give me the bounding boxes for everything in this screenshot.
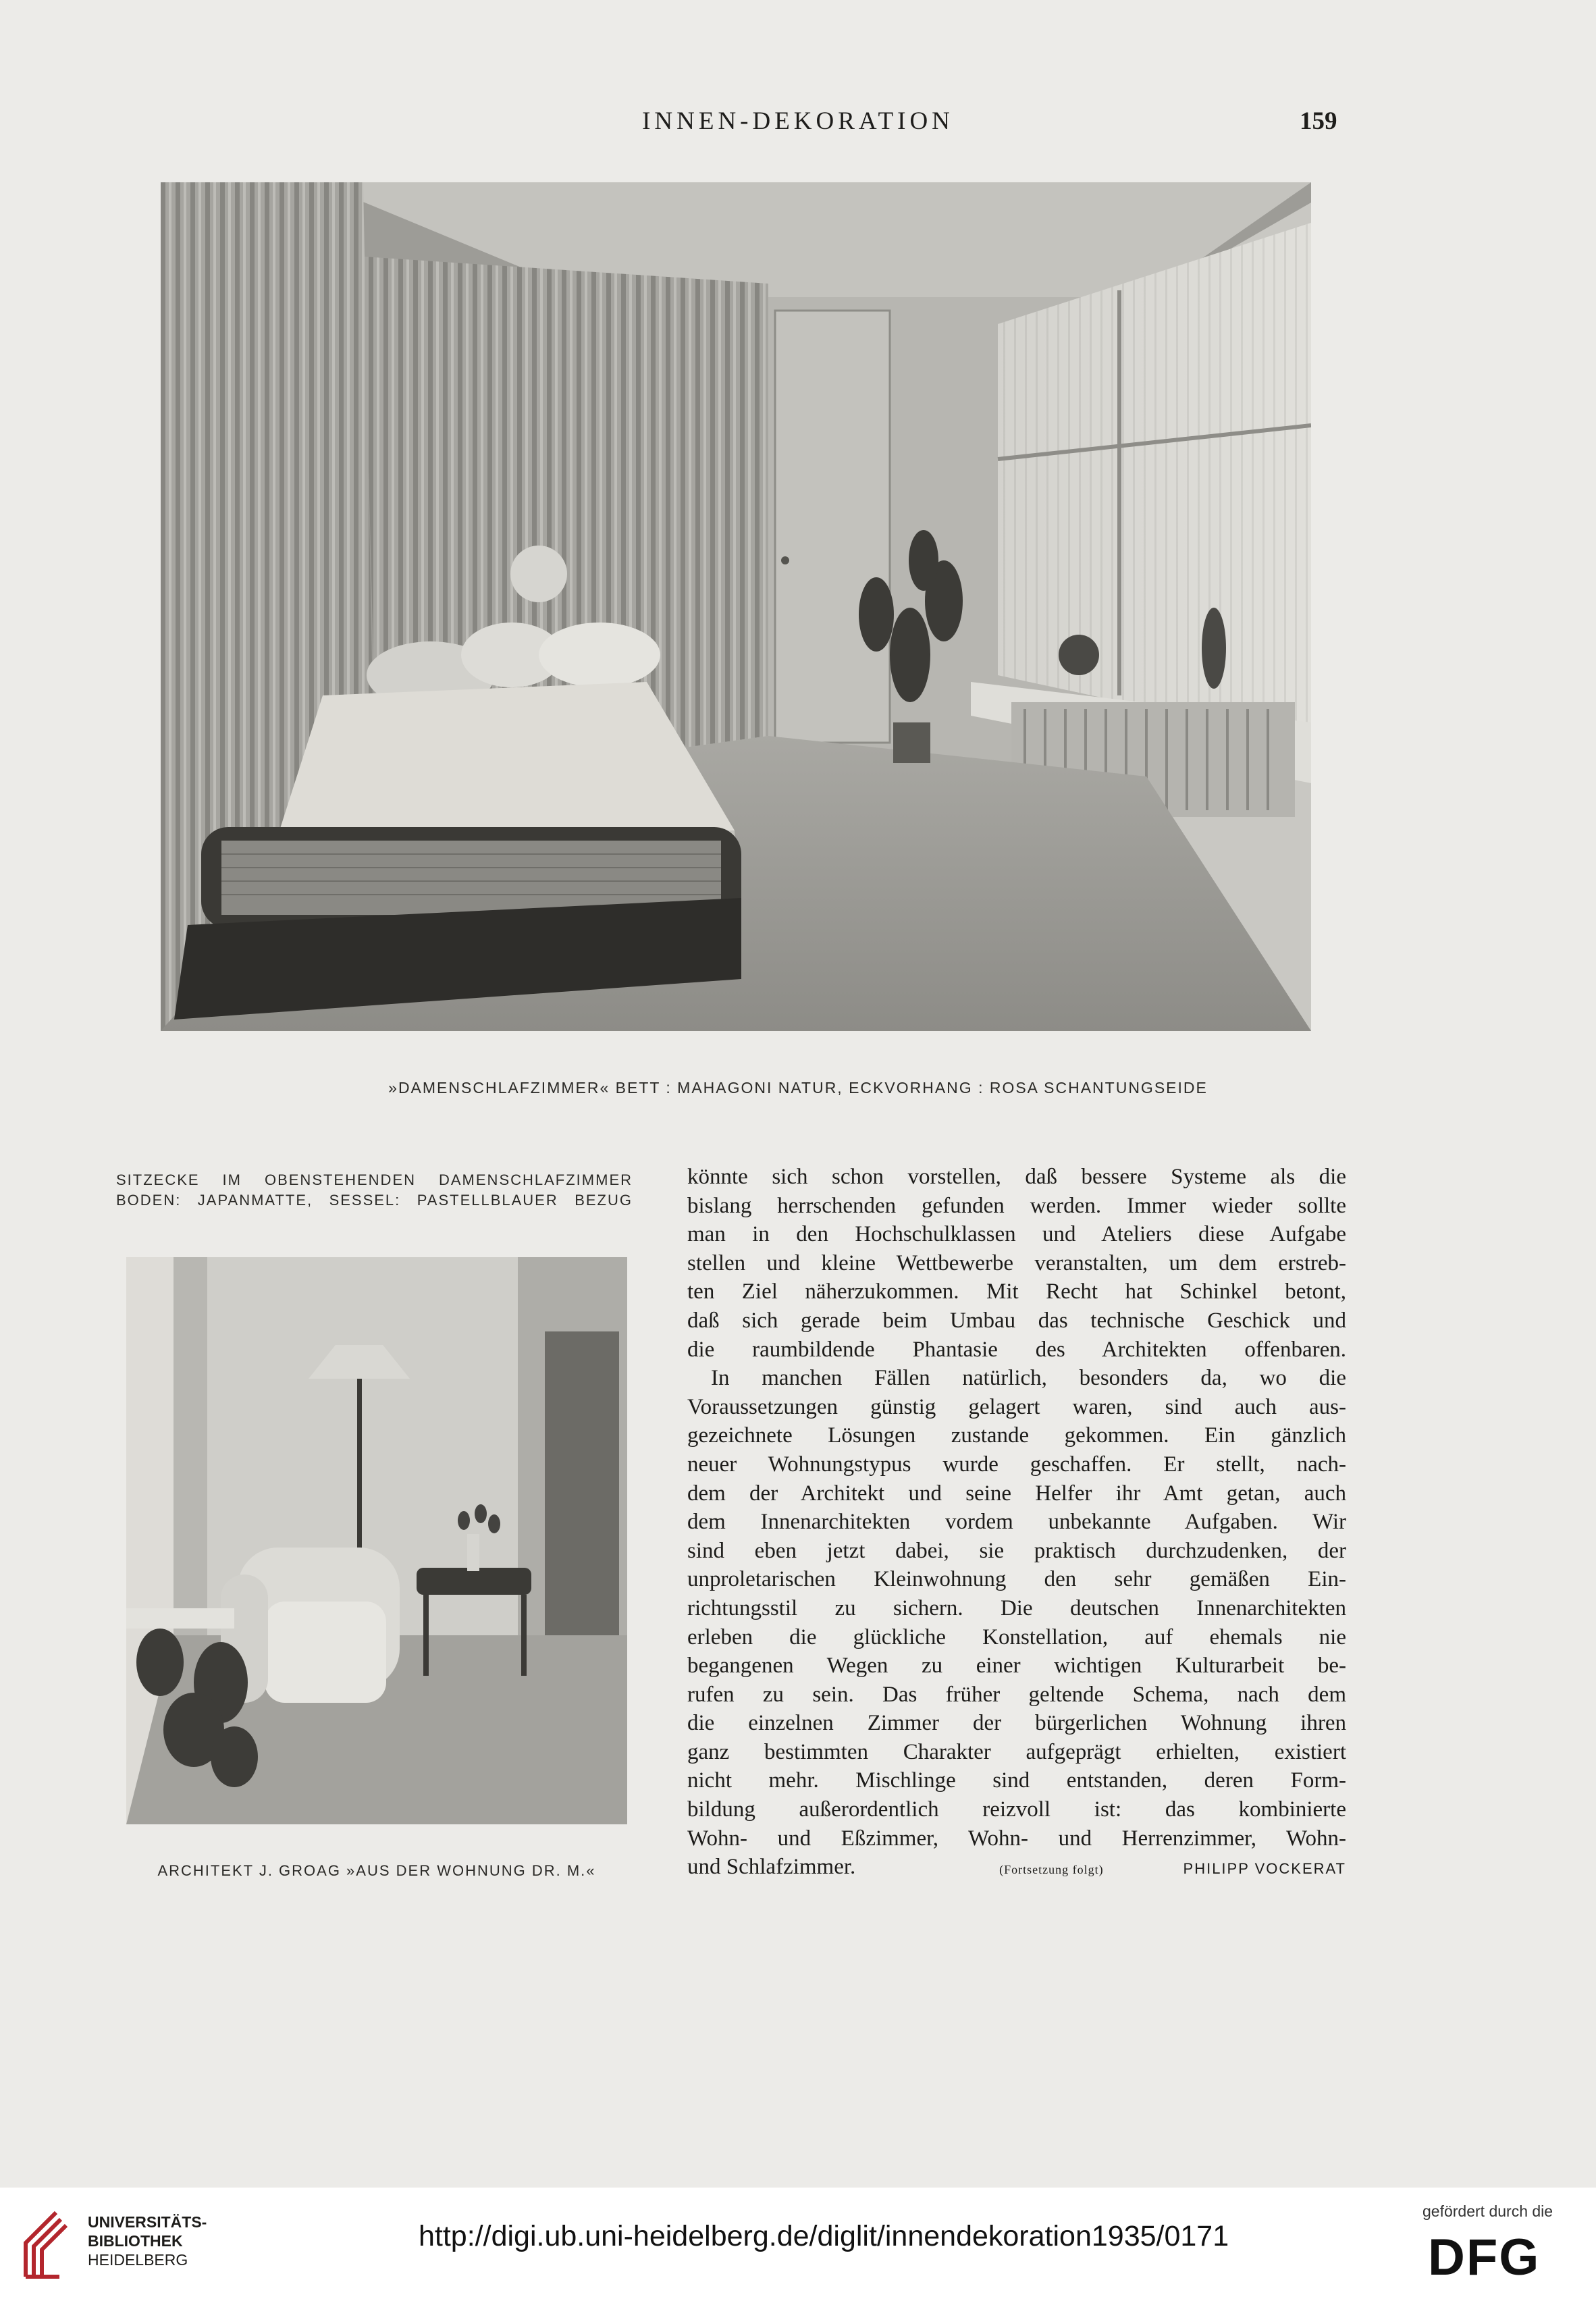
top-photo-caption: »DAMENSCHLAFZIMMER« BETT : MAHAGONI NATUR, ECKVORHANG : ROSA SCHANTUNGSEIDE [388, 1079, 1208, 1096]
architect-caption: ARCHITEKT J. GROAG »AUS DER WOHNUNG DR. M.« [157, 1862, 596, 1879]
text-line: nicht mehr. Mischlinge sind entstanden, deren Form- [687, 1768, 1346, 1793]
university-library-logo-icon[interactable] [19, 2202, 93, 2283]
text-line: richtungsstil zu sichern. Die deutschen Innenarchitekten [687, 1595, 1346, 1620]
text-line: bildung außerordentlich reizvoll ist: das kombinierte [687, 1797, 1346, 1822]
text-line: daß sich gerade beim Umbau das technische Geschick und [687, 1308, 1346, 1333]
text-line: könnte sich schon vorstellen, daß bessere Systeme als die [687, 1165, 1346, 1189]
text-line: bislang herrschenden gefunden werden. Immer wieder sollte [687, 1193, 1346, 1218]
text-line: die raumbildende Phantasie des Architekten offenbaren. [687, 1337, 1346, 1362]
funding-label: gefördert durch die [1422, 2202, 1553, 2220]
article-body [687, 1163, 1346, 1884]
text-line: sind eben jetzt dabei, sie praktisch durchzudenken, der [687, 1538, 1346, 1563]
text-line: neuer Wohnungstypus wurde geschaffen. Er stellt, nach- [687, 1452, 1346, 1477]
article-author: PHILIPP VOCKERAT [1183, 1860, 1346, 1878]
text-line: erleben die glückliche Konstellation, auf ehemals nie [687, 1624, 1346, 1649]
text-line: rufen zu sein. Das früher geltende Schema, nach dem [687, 1682, 1346, 1707]
text-line: stellen und kleine Wettbewerbe veranstalten, um dem erstreb- [687, 1250, 1346, 1275]
bedroom-photo-icon [161, 182, 1311, 1031]
text-line: Wohn- und Eßzimmer, Wohn- und Herrenzimmer, Wohn- [687, 1826, 1346, 1851]
text-line: begangenen Wegen zu einer wichtigen Kulturarbeit be- [687, 1654, 1346, 1678]
text-line: ten Ziel näherzukommen. Mit Recht hat Schinkel betont, [687, 1279, 1346, 1304]
text-line: gezeichnete Lösungen zustande gekommen. Ein gänzlich [687, 1423, 1346, 1448]
text-line: dem Innenarchitekten vordem unbekannte Aufgaben. Wir [687, 1510, 1346, 1535]
sitting-corner-photo-icon [126, 1257, 627, 1824]
library-name [88, 2213, 207, 2269]
article-last-line [687, 1853, 1346, 1884]
text-line: ganz bestimmten Charakter aufgeprägt erhielten, existiert [687, 1739, 1346, 1764]
text-line: unproletarischen Kleinwohnung den sehr gemäßen Ein- [687, 1567, 1346, 1592]
permalink-url[interactable]: http://digi.ub.uni-heidelberg.de/diglit/innendekoration1935/0171 [419, 2220, 1229, 2252]
continuation-note: (Fortsetzung folgt) [999, 1863, 1104, 1877]
sitting-corner-photo [126, 1257, 627, 1824]
library-name-line: UNIVERSITÄTS- [88, 2213, 207, 2231]
text-line: Voraussetzungen günstig gelagert waren, sind auch aus- [687, 1394, 1346, 1419]
dfg-logo[interactable]: DFG [1428, 2229, 1541, 2286]
text-line: In manchen Fällen natürlich, besonders da, wo die [711, 1366, 1346, 1391]
text-line: die einzelnen Zimmer der bürgerlichen Wohnung ihren [687, 1711, 1346, 1736]
digitization-footer [0, 2188, 1596, 2301]
library-name-line: BIBLIOTHEK [88, 2232, 183, 2250]
running-title: INNEN-DEKORATION [642, 107, 954, 135]
side-caption-line: SITZECKE IM OBENSTEHENDEN DAMENSCHLAFZIMMER [116, 1171, 633, 1188]
page-number: 159 [1300, 107, 1337, 135]
library-name-line: HEIDELBERG [88, 2251, 188, 2269]
bedroom-photo [161, 182, 1311, 1031]
side-photo-caption [116, 1170, 633, 1211]
text-line: dem der Architekt und seine Helfer ihr Amt getan, auch [687, 1481, 1346, 1506]
text-line: man in den Hochschulklassen und Ateliers diese Aufgabe [687, 1222, 1346, 1247]
side-caption-line: BODEN: JAPANMATTE, SESSEL: PASTELLBLAUER BEZUG [116, 1192, 633, 1209]
text-line: und Schlafzimmer. [687, 1855, 856, 1880]
